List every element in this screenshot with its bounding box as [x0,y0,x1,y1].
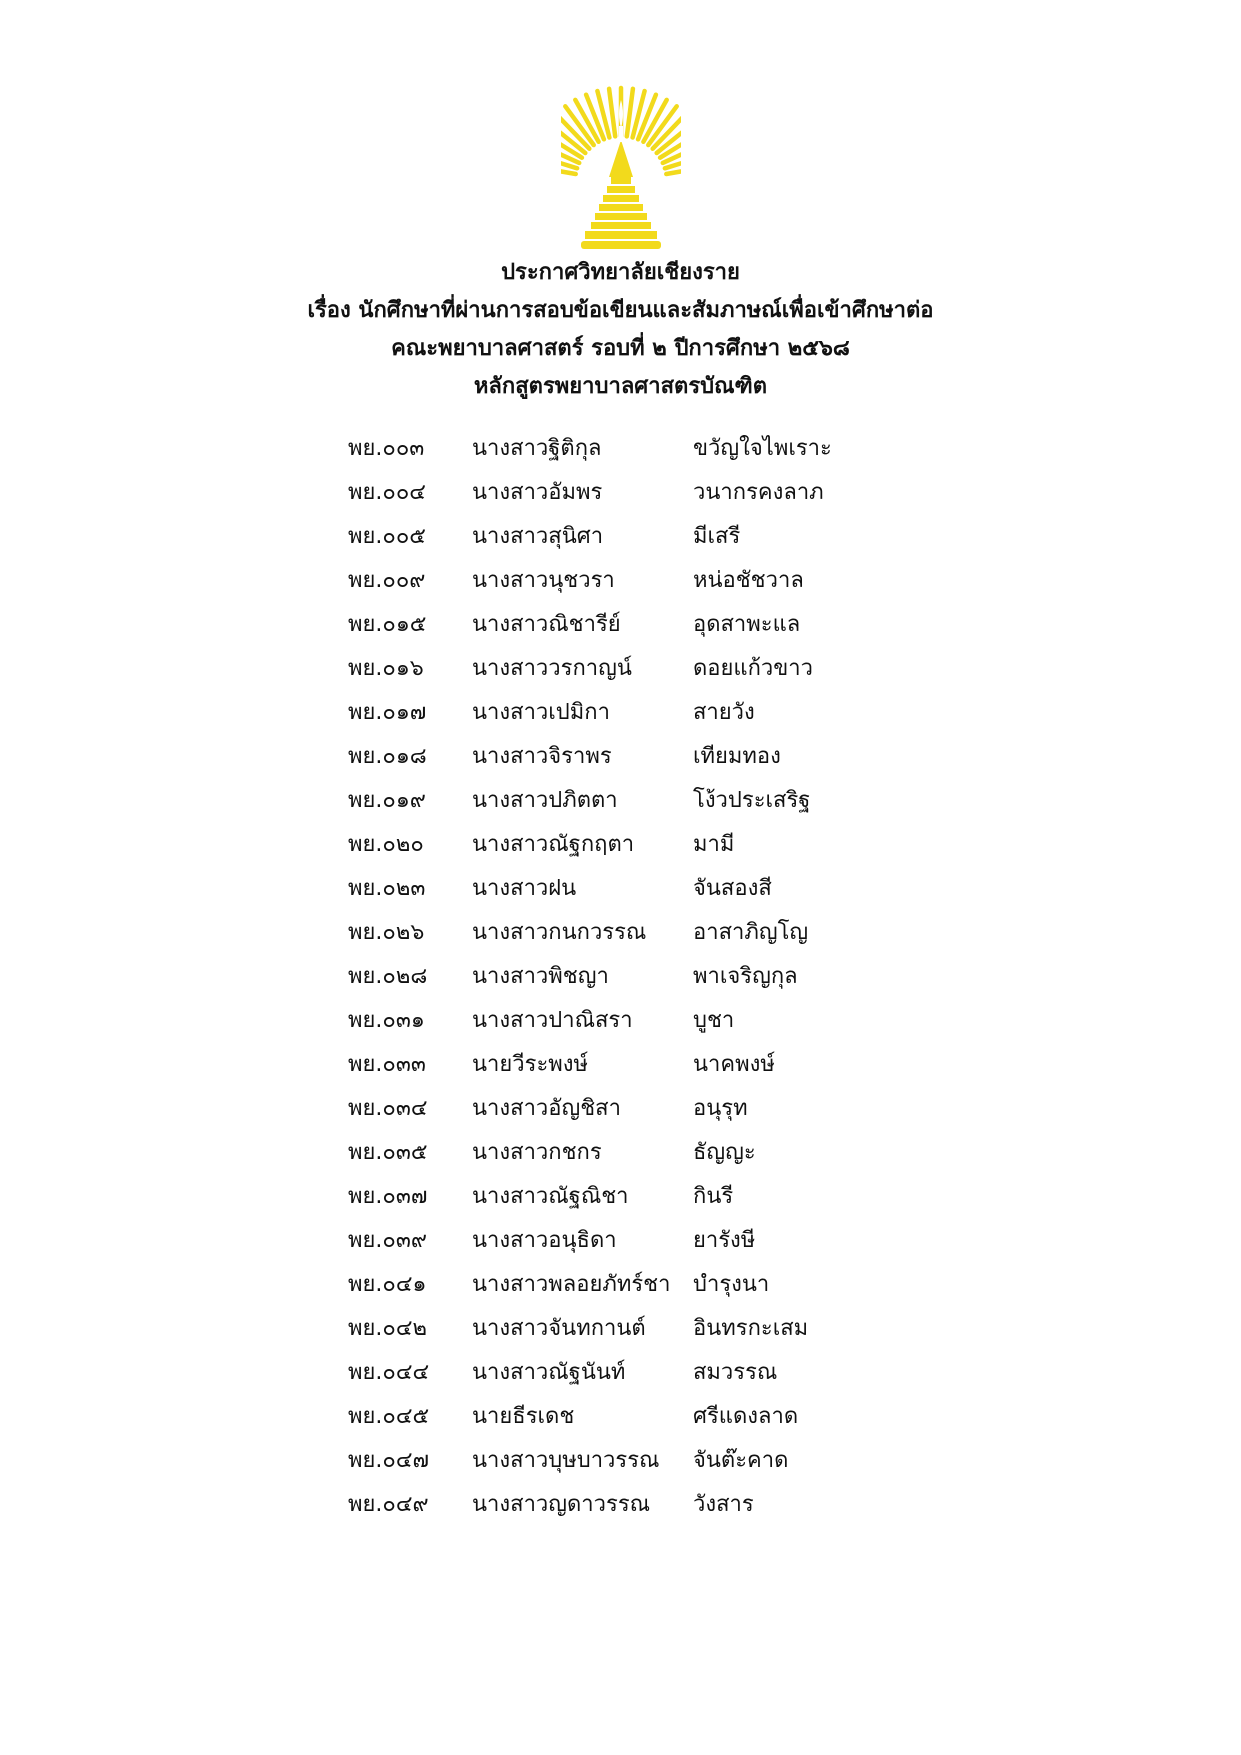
student-last-name: ยารังษี [693,1228,756,1253]
student-last-name: อาสาภิญโญ [693,920,809,945]
student-first-name: นางสาวสุนิศา [472,524,604,549]
student-id: พย.๐๔๗ [348,1448,430,1473]
student-id: พย.๐๑๘ [348,744,427,769]
student-row [0,559,1241,603]
student-last-name: สมวรรณ [693,1360,778,1385]
student-row [0,647,1241,691]
student-last-name: อินทรกะเสม [693,1316,809,1341]
student-id: พย.๐๓๕ [348,1140,428,1165]
student-id: พย.๐๓๑ [348,1008,425,1033]
student-id: พย.๐๐๓ [348,436,425,461]
student-id: พย.๐๔๙ [348,1492,429,1517]
student-first-name: นายวีระพงษ์ [472,1052,589,1077]
student-row [0,911,1241,955]
student-first-name: นางสาวจันทกานต์ [472,1316,646,1341]
student-id: พย.๐๐๙ [348,568,426,593]
student-first-name: นางสาววรกาญน์ [472,656,632,681]
student-first-name: นางสาวณัฐณิชา [472,1184,629,1209]
student-id: พย.๐๔๔ [348,1360,430,1385]
student-first-name: นางสาวนุชวรา [472,568,615,593]
student-first-name: นางสาวกนกวรรณ [472,920,647,945]
student-first-name: นางสาวฐิติกุล [472,436,602,461]
student-last-name: อนุรุท [693,1096,748,1121]
student-id: พย.๐๓๗ [348,1184,428,1209]
student-row [0,955,1241,999]
student-row [0,1043,1241,1087]
student-row [0,471,1241,515]
student-row [0,691,1241,735]
student-row [0,1087,1241,1131]
student-first-name: นางสาวจิราพร [472,744,612,769]
student-id: พย.๐๑๗ [348,700,427,725]
student-first-name: นางสาวณัฐกฤตา [472,832,635,857]
student-row [0,1175,1241,1219]
student-first-name: นางสาวปภิตตา [472,788,618,813]
announcement-program: หลักสูตรพยาบาลศาสตรบัณฑิต [473,374,768,399]
student-first-name: นางสาวพลอยภัทร์ชา [472,1272,671,1297]
student-last-name: จันสองสี [693,876,772,901]
student-id: พย.๐๒๖ [348,920,425,945]
student-first-name: นางสาวณิชารีย์ [472,612,621,637]
student-last-name: ขวัญใจไพเราะ [693,436,832,461]
student-first-name: นางสาวปาณิสรา [472,1008,633,1033]
student-row [0,1307,1241,1351]
student-last-name: พาเจริญกุล [693,964,798,989]
student-id: พย.๐๔๑ [348,1272,427,1297]
student-last-name: มีเสรี [693,524,741,549]
student-id: พย.๐๑๖ [348,656,424,681]
student-row [0,515,1241,559]
student-first-name: นางสาวอัญชิสา [472,1096,621,1121]
student-id: พย.๐๒๘ [348,964,428,989]
student-last-name: กินรี [693,1184,734,1209]
student-row [0,1483,1241,1527]
student-row [0,823,1241,867]
student-last-name: หน่อชัชวาล [693,568,804,593]
student-last-name: บูชา [693,1008,735,1033]
announcement-subject: เรื่อง นักศึกษาที่ผ่านการสอบข้อเขียนและสัมภาษณ์เพื่อเข้าศึกษาต่อ [307,298,934,323]
student-id: พย.๐๔๒ [348,1316,427,1341]
student-id: พย.๐๔๕ [348,1404,430,1429]
student-last-name: นาคพงษ์ [693,1052,775,1077]
student-id: พย.๐๓๔ [348,1096,428,1121]
student-row [0,1351,1241,1395]
college-emblem-icon [561,82,681,250]
student-first-name: นางสาวฝน [472,876,577,901]
student-id: พย.๐๓๓ [348,1052,426,1077]
student-list [0,427,1241,1527]
student-last-name: อุดสาพะแล [693,612,801,637]
student-last-name: ศรีแดงลาด [693,1404,799,1429]
student-first-name: นางสาวญดาวรรณ [472,1492,651,1517]
student-row [0,427,1241,471]
student-last-name: จันต๊ะคาด [693,1448,789,1473]
student-first-name: นายธีรเดช [472,1404,575,1429]
student-first-name: นางสาวอนุธิดา [472,1228,617,1253]
student-first-name: นางสาวอัมพร [472,480,603,505]
student-id: พย.๐๑๙ [348,788,426,813]
student-id: พย.๐๑๕ [348,612,427,637]
student-row [0,603,1241,647]
student-first-name: นางสาวณัฐนันท์ [472,1360,626,1385]
student-row [0,1131,1241,1175]
announcement-title: ประกาศวิทยาลัยเชียงราย [501,260,740,285]
student-row [0,1219,1241,1263]
student-first-name: นางสาวพิชญา [472,964,609,989]
student-id: พย.๐๒๓ [348,876,426,901]
student-id: พย.๐๐๕ [348,524,426,549]
student-last-name: วังสาร [693,1492,754,1517]
student-last-name: วนากรคงลาภ [693,480,824,505]
student-last-name: ดอยแก้วขาว [693,656,813,681]
student-id: พย.๐๓๙ [348,1228,427,1253]
student-last-name: สายวัง [693,700,755,725]
student-id: พย.๐๒๐ [348,832,424,857]
announcement-faculty-round: คณะพยาบาลศาสตร์ รอบที่ ๒ ปีการศึกษา ๒๕๖๘ [391,336,850,361]
student-row [0,1395,1241,1439]
student-row [0,779,1241,823]
student-last-name: เทียมทอง [693,744,781,769]
student-row [0,1439,1241,1483]
student-first-name: นางสาวกชกร [472,1140,602,1165]
student-row [0,867,1241,911]
student-last-name: โง้วประเสริฐ [693,788,811,813]
student-row [0,735,1241,779]
student-row [0,1263,1241,1307]
student-row [0,999,1241,1043]
student-last-name: ธัญญะ [693,1140,756,1165]
student-last-name: มามี [693,832,735,857]
student-id: พย.๐๐๔ [348,480,426,505]
student-first-name: นางสาวบุษบาวรรณ [472,1448,660,1473]
student-first-name: นางสาวเปมิกา [472,700,610,725]
student-last-name: บำรุงนา [693,1272,770,1297]
